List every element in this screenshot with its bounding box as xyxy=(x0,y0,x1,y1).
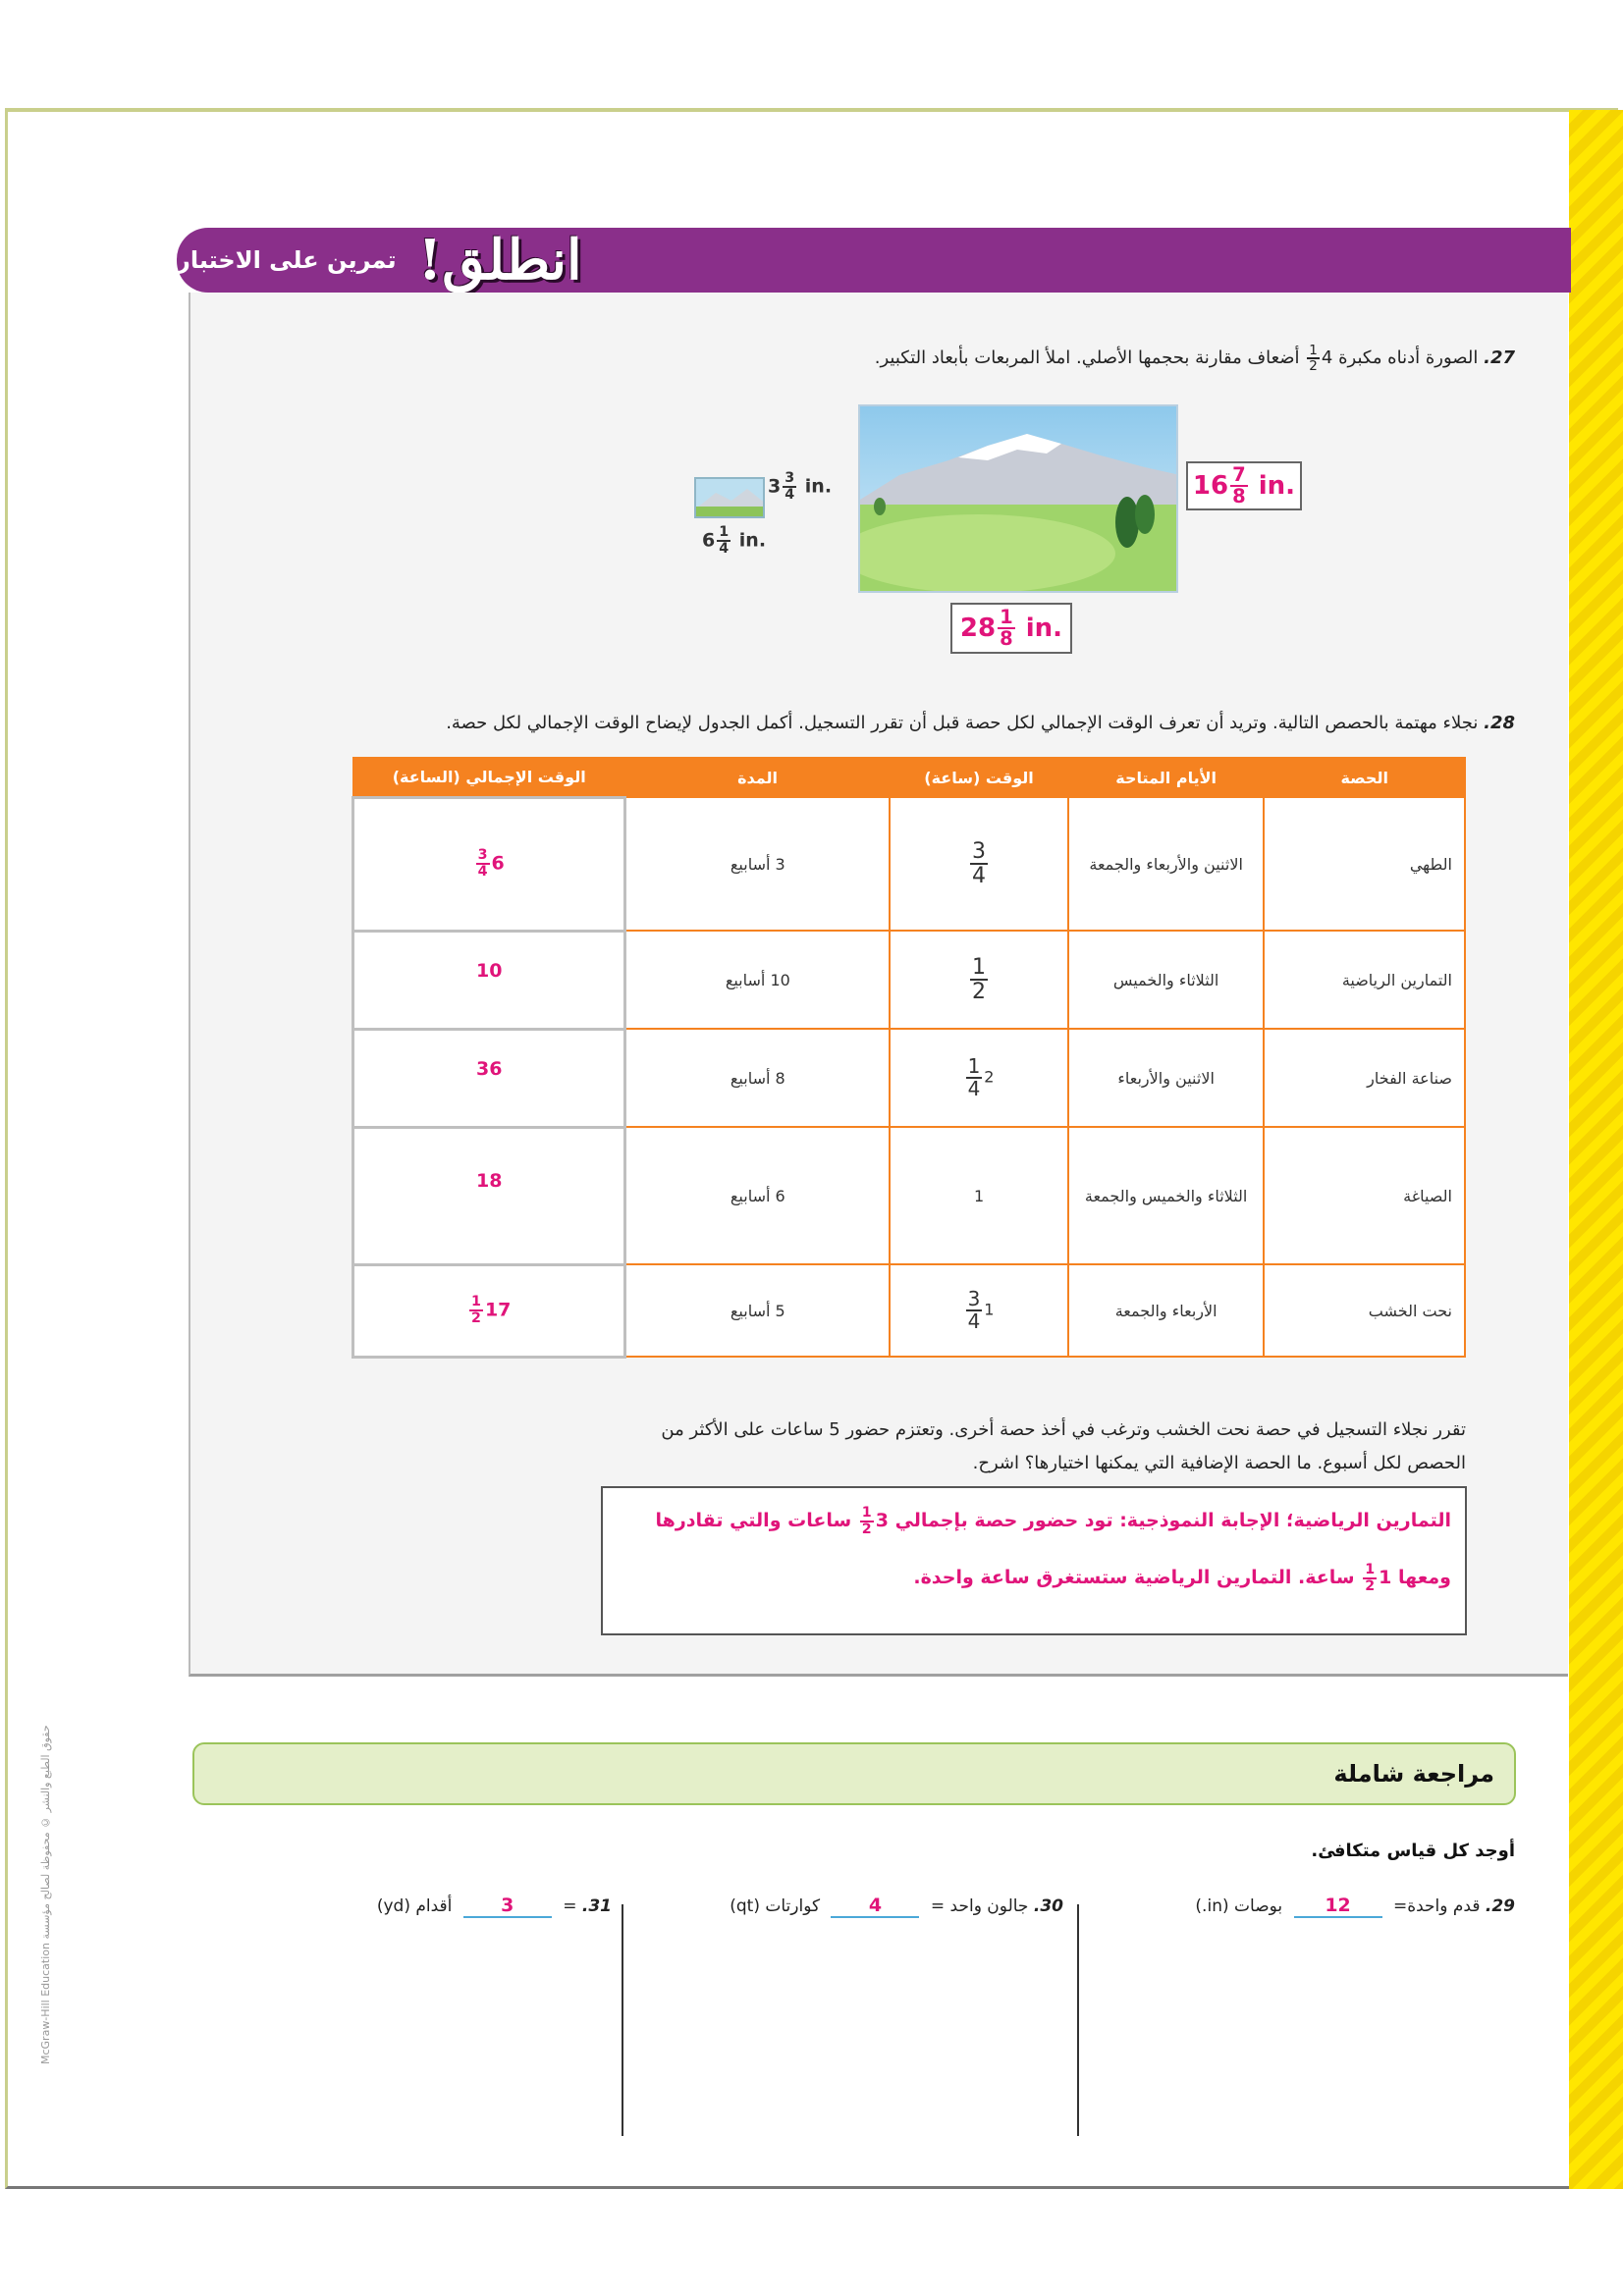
column-divider xyxy=(1077,1904,1079,2136)
cell-duration: 8 أسابيع xyxy=(625,1029,890,1127)
column-header: الحصة xyxy=(1264,758,1465,797)
question-number: 27. xyxy=(1484,347,1515,369)
small-mountain-image xyxy=(694,477,765,518)
fraction-whole: 4 xyxy=(1321,347,1333,369)
classes-table xyxy=(352,757,1466,1359)
table-row xyxy=(353,1264,1466,1357)
column-divider xyxy=(622,1904,623,2136)
question-29: 29. قدم واحدة= 12 بوصات (in.) xyxy=(1195,1895,1515,1916)
column-header: المدة xyxy=(625,758,890,797)
side-stripe xyxy=(1569,110,1623,2189)
cell-time: 2 $\frac{1}{4}$ xyxy=(890,1029,1068,1127)
answer-blank[interactable]: 12 xyxy=(1294,1895,1382,1918)
cell-total[interactable]: 10 xyxy=(353,931,625,1029)
answer-blank[interactable]: 3 xyxy=(463,1895,552,1918)
small-height-label: 3 $\frac{3}{4}$ in. xyxy=(768,470,833,503)
column-header: الوقت (ساعة) xyxy=(890,758,1068,797)
fraction: $\frac{1}{2}$ xyxy=(1309,343,1318,375)
review-title: مراجعة شاملة xyxy=(1333,1760,1494,1788)
small-width-label: 6 $\frac{1}{4}$ in. xyxy=(702,524,767,557)
cell-time: $\frac{1}{2}$ xyxy=(890,931,1068,1029)
table-row xyxy=(353,797,1466,931)
question-text: نجلاء مهتمة بالحصص التالية. وتريد أن تعرف الوقت الإجمالي لكل حصة قبل أن تقرر التسجيل. أكمل الجدول لإيضاح الوقت الإجمالي لكل حصة. xyxy=(446,713,1479,733)
header-subtitle: تمرين على الاختبار xyxy=(177,246,397,274)
column-header: الوقت الإجمالي (الساعة) xyxy=(353,758,625,797)
cell-days: الثلاثاء والخميس xyxy=(1068,931,1265,1029)
table-row xyxy=(353,1029,1466,1127)
column-header: الأيام المتاحة xyxy=(1068,758,1265,797)
cell-course: الطهي xyxy=(1264,797,1465,931)
cell-total[interactable]: 6 $\frac{3}{4}$ xyxy=(353,797,625,931)
cell-days: الأربعاء والجمعة xyxy=(1068,1264,1265,1357)
side-credit: McGraw-Hill Education حقوق الطبع والنشر © محفوظة لصالح مؤسسة xyxy=(39,1725,52,2064)
explanation-answer-box[interactable] xyxy=(601,1486,1467,1635)
question-text: أضعاف مقارنة بحجمها الأصلي. املأ المربعات بأبعاد التكبير. xyxy=(874,347,1300,369)
cell-duration: 10 أسابيع xyxy=(625,931,890,1029)
question-number: 28. xyxy=(1484,713,1515,733)
review-instruction: أوجد كل قياس متكافئ. xyxy=(1311,1841,1515,1861)
header-bar xyxy=(177,228,1571,293)
table-header-row xyxy=(353,758,1466,797)
followup-question: تقرر نجلاء التسجيل في حصة نحت الخشب وترغب في أخذ حصة أخرى. وتعتزم حضور 5 ساعات على الأكثر من الحصص لكل أسبوع. ما الحصة الإضافية التي يمكنها اختيارها؟ اشرح. xyxy=(661,1419,1466,1473)
cell-days: الاثنين والأربعاء xyxy=(1068,1029,1265,1127)
cell-duration: 5 أسابيع xyxy=(625,1264,890,1357)
cell-total[interactable]: 17 $\frac{1}{2}$ xyxy=(353,1264,625,1357)
cell-duration: 3 أسابيع xyxy=(625,797,890,931)
answer-box-width[interactable]: 28 $\frac{1}{8}$ in. xyxy=(950,603,1072,654)
cell-course: الصياغة xyxy=(1264,1127,1465,1264)
question-30: 30. جالون واحد = 4 كوارتات (qt) xyxy=(730,1895,1063,1916)
cell-course: صناعة الفخار xyxy=(1264,1029,1465,1127)
question-28 xyxy=(140,713,1515,733)
cell-days: الاثنين والأربعاء والجمعة xyxy=(1068,797,1265,931)
answer-line: التمارين الرياضية؛ الإجابة النموذجية: تود حضور حصة بإجمالي 3 $\frac{1}{2}$ ساعات والتي تقادرها xyxy=(655,1504,1451,1537)
table-row xyxy=(353,931,1466,1029)
table-row xyxy=(353,1127,1466,1264)
cell-days: الثلاثاء والخميس والجمعة xyxy=(1068,1127,1265,1264)
question-text: الصورة أدناه مكبرة xyxy=(1338,347,1479,369)
cell-time: $\frac{3}{4}$ xyxy=(890,797,1068,931)
review-bar xyxy=(192,1742,1516,1805)
cell-course: التمارين الرياضية xyxy=(1264,931,1465,1029)
answer-box-height[interactable]: 16 $\frac{7}{8}$ in. xyxy=(1186,461,1302,510)
answer-line: ومعها 1 $\frac{1}{2}$ ساعة. التمارين الرياضية ستستغرق ساعة واحدة. xyxy=(913,1561,1451,1594)
cell-course: نحت الخشب xyxy=(1264,1264,1465,1357)
cell-duration: 6 أسابيع xyxy=(625,1127,890,1264)
question-27 xyxy=(140,344,1515,373)
header-logo: انطلق! xyxy=(417,228,582,293)
enlarged-mountain-image xyxy=(858,404,1178,593)
cell-time: 1 xyxy=(890,1127,1068,1264)
answer-blank[interactable]: 4 xyxy=(831,1895,919,1918)
cell-total[interactable]: 18 xyxy=(353,1127,625,1264)
cell-time: 1 $\frac{3}{4}$ xyxy=(890,1264,1068,1357)
question-31: 31. = 3 أقدام (yd) xyxy=(376,1895,612,1916)
cell-total[interactable]: 36 xyxy=(353,1029,625,1127)
